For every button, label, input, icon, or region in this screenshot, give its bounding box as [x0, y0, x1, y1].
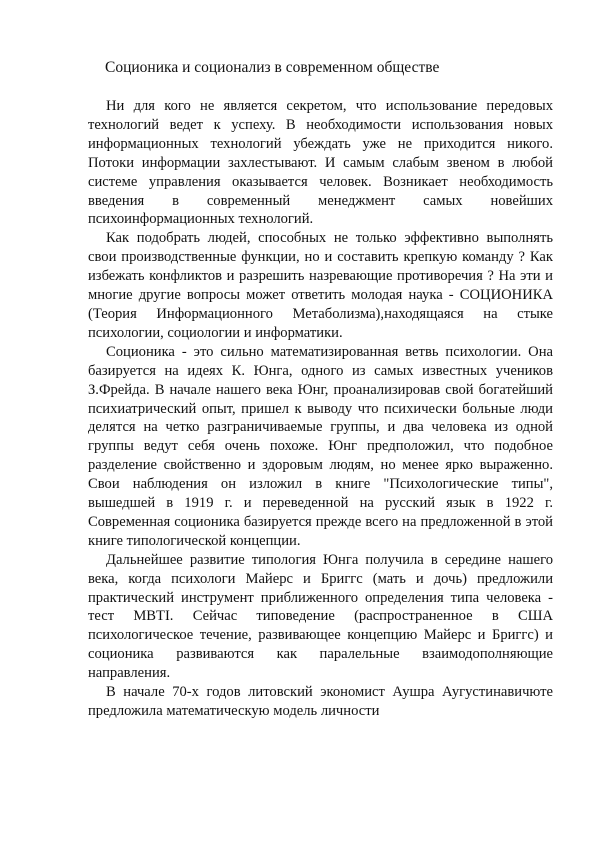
paragraph-5: В начале 70-х годов литовский экономист Аушра Аугустинавичюте предложила математическую модель личности [88, 684, 553, 719]
document-title: Соционика и соционализ в современном обществе [105, 59, 440, 76]
paragraph-2: Как подобрать людей, способных не только эффективно выполнять свои производственные функции, но и составить крепкую команду ? Как избежать конфликтов и разрешить назревающие противоречия ? На эти и многие другие вопросы может ответить молодая наука - СОЦИОНИКА (Теория Информационного Метаболизма),находящаяся на стыке психологии, социологии и информатики. [88, 230, 553, 341]
paragraph-4: Дальнейшее развитие типология Юнга получила в середине нашего века, когда психологи Майерс и Бриггс (мать и дочь) предложили практический инструмент приближенного определения типа человека - тест MBTI. Сейчас типоведение (распространенное в США психологическое течение, развивающее концепцию Майерс и Бриггс) и соционика развиваются как паралельные взаимодополняющие направления. [88, 551, 553, 682]
paragraph-1: Ни для кого не является секретом, что использование передовых технологий ведет к успеху. В необходимости использования новых информационных технологий убеждать уже не приходится никого. Потоки информации захлестывают. И самым слабым звеном в любой системе управления оказывается человек. Возникает необходимость введения в современный менеджмент самых новейших психоинформационных технологий. [88, 98, 553, 228]
document-body [88, 97, 553, 721]
paragraph-3: Соционика - это сильно математизированная ветвь психологии. Она базируется на идеях К. Юнга, одного из самых известных учеников З.Фрейда. В начале нашего века Юнг, проанализировав свой богатейший психиатрический опыт, пришел к выводу что психически больные люди делятся на четко разграничиваемые группы, и два человека из одной группы ведут себя очень похоже. Юнг предположил, что подобное разделение свойственно и здоровым людям, но менее ярко выраженно. Свои наблюдения он изложил в книге "Психологические типы", вышедшей в 1919 г. и переведенной на русский язык в 1922 г. Современная соционика базируется прежде всего на предложенной в этой книге типологической концепции. [88, 343, 553, 549]
